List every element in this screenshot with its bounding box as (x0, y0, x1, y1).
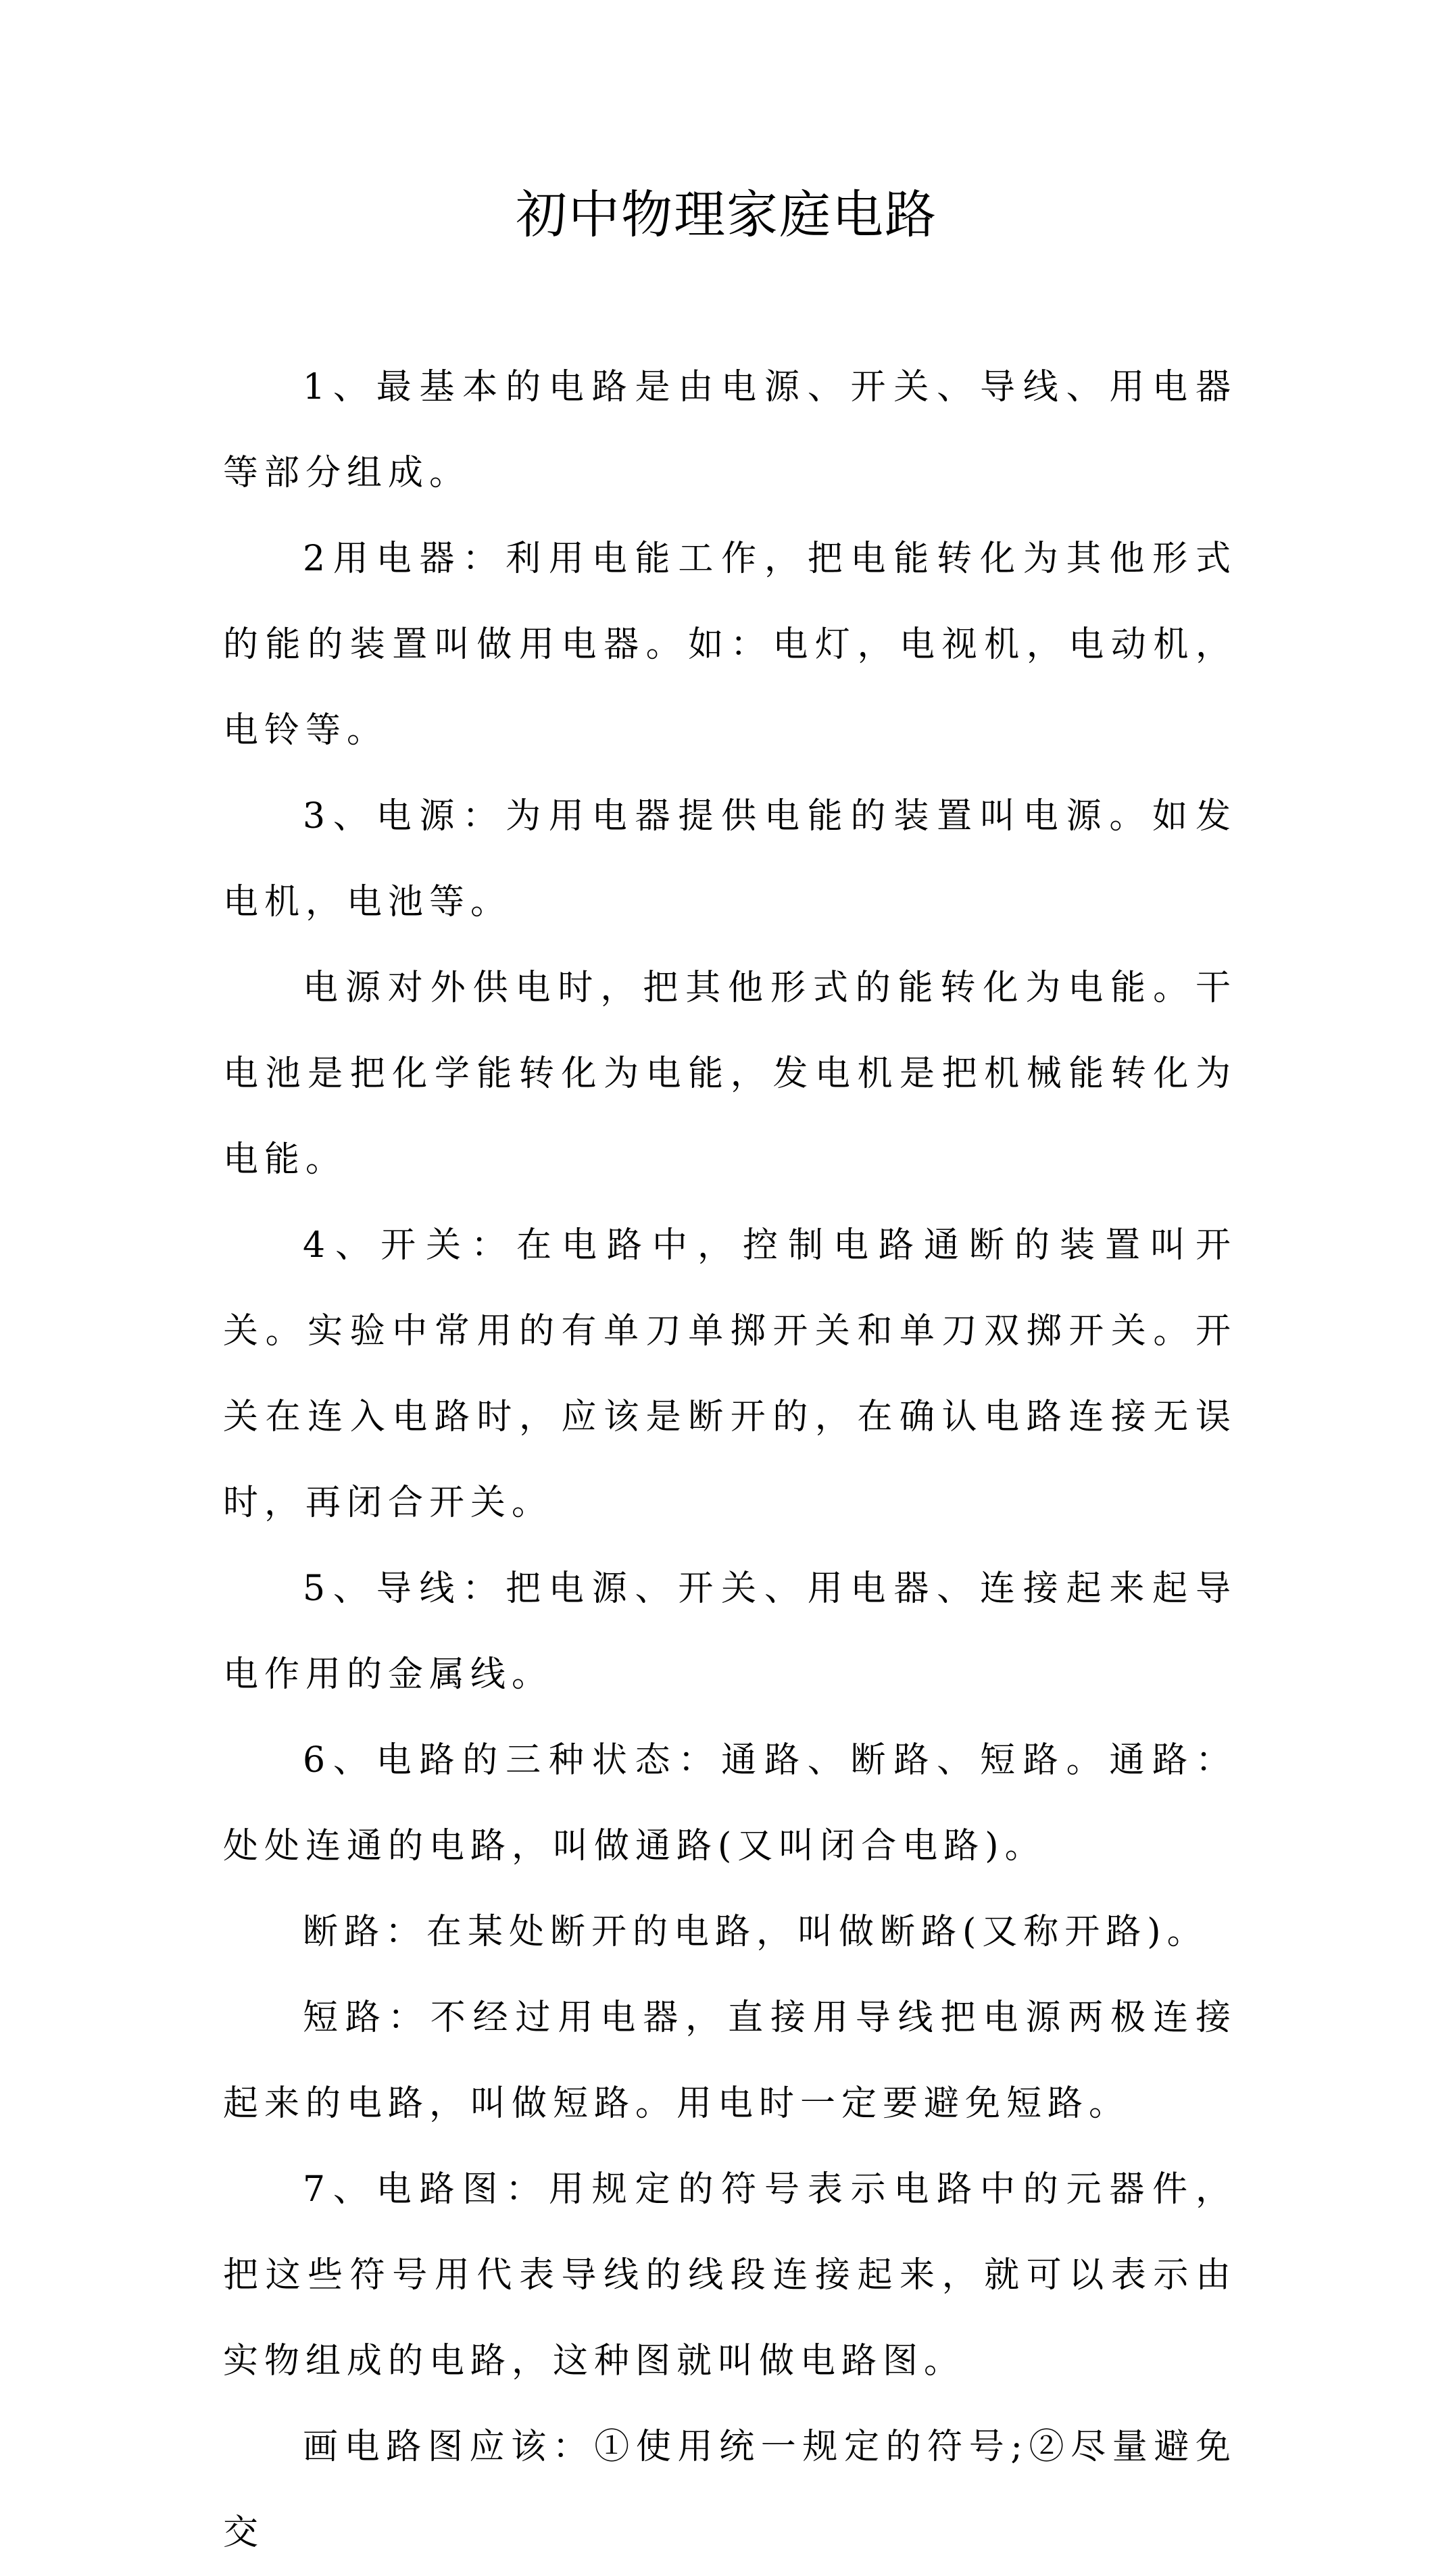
paragraph-open-circuit: 断路：在某处断开的电路，叫做断路(又称开路)。 (303, 1912, 1208, 1952)
paragraph-power-source: 3、电源：为用电器提供电能的装置叫电源。如发电机，电池等。 (223, 796, 1237, 922)
document-body (223, 345, 1237, 2576)
paragraph-drawing-rules: 画电路图应该：①使用统一规定的符号;②尽量避免交 (223, 2427, 1237, 2553)
paragraph-basic-circuit: 1、最基本的电路是由电源、开关、导线、用电器等部分组成。 (223, 367, 1237, 493)
paragraph-circuit-states: 6、电路的三种状态：通路、断路、短路。通路：处处连通的电路，叫做通路(又叫闭合电路)。 (223, 1740, 1237, 1866)
paragraph-energy-conversion: 电源对外供电时，把其他形式的能转化为电能。干电池是把化学能转化为电能，发电机是把机械能转化为电能。 (223, 968, 1237, 1180)
paragraph-wire: 5、导线：把电源、开关、用电器、连接起来起导电作用的金属线。 (223, 1568, 1237, 1695)
paragraph-circuit-diagram: 7、电路图：用规定的符号表示电路中的元器件，把这些符号用代表导线的线段连接起来，就可以表示由实物组成的电路，这种图就叫做电路图。 (223, 2169, 1237, 2381)
paragraph-electrical-appliance: 2用电器：利用电能工作，把电能转化为其他形式的能的装置叫做用电器。如：电灯，电视机，电动机，电铃等。 (223, 539, 1237, 751)
paragraph-short-circuit: 短路：不经过用电器，直接用导线把电源两极连接起来的电路，叫做短路。用电时一定要避免短路。 (223, 1998, 1237, 2124)
paragraph-switch: 4、开关：在电路中，控制电路通断的装置叫开关。实验中常用的有单刀单掷开关和单刀双掷开关。开关在连入电路时，应该是断开的，在确认电路连接无误时，再闭合开关。 (223, 1225, 1237, 1523)
document-title: 初中物理家庭电路 (516, 184, 937, 245)
